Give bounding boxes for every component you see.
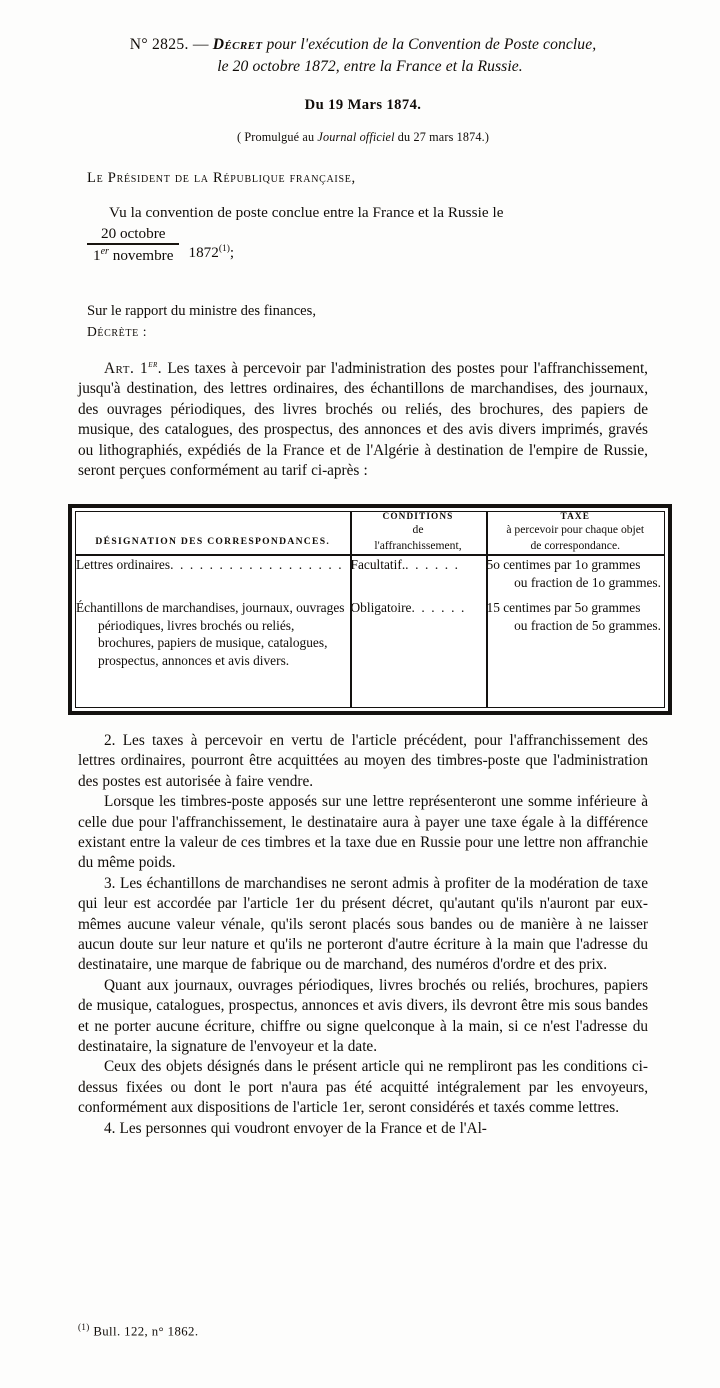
date-fraction-row <box>87 225 648 265</box>
row1-designation: Lettres ordinaires. . . . . . . . . . . . . . . . . . <box>76 557 344 573</box>
promulgation-line <box>78 130 648 145</box>
header-conditions: CONDITIONS de l'affranchissement, <box>350 512 486 556</box>
tariff-table-inner-frame <box>75 511 665 708</box>
promulgation-suffix: du 27 mars 1874.) <box>394 130 490 145</box>
table-row <box>76 555 664 591</box>
spacer-cell-3 <box>486 669 664 707</box>
article-3-paragraph: 3. Les échantillons de marchandises ne seront admis à profiter de la modération de taxe qui leur est accordée par l'article 1er du présent décret, qu'autant qu'ils n'auront par eux-mêmes aucune valeur vénale, qu'ils seront placés sous bandes ou de manière à ne laisser aucun doute sur leur nature et qu'ils ne porteront d'autre écriture à la main que l'adresse du destinataire, une marque de fabrique ou de marchand, des numéros d'ordre et des prix. <box>78 874 648 974</box>
article-1-label: Art. 1er. <box>104 358 163 378</box>
spacer-cell-2 <box>350 669 486 707</box>
footnote-marker: (1) <box>218 243 230 254</box>
journal-officiel-name: Journal officiel <box>317 130 395 145</box>
date-fraction <box>87 225 179 265</box>
preamble-vu-line: Vu la convention de poste conclue entre la France et la Russie le <box>109 204 504 222</box>
table-bottom-spacer <box>76 669 664 707</box>
article-3-paragraph-2: Quant aux journaux, ouvrages périodiques, livres brochés ou reliés, brochures, papiers de musique, catalogues, prospectus, annonces et avis divers, ils devront être mis sous bandes et ne porter aucune écriture, chiffre ou signe quelconque à la main, si ce n'est l'adresse du destinataire, la signature de l'envoyeur et la date. <box>78 976 648 1056</box>
title-line-2: le 20 octobre 1872, entre la France et la Russie. <box>217 58 523 76</box>
title-line-1: pour l'exécution de la Convention de Poste conclue, <box>266 36 597 53</box>
document-content <box>76 34 661 1139</box>
document-title <box>78 34 648 78</box>
page-footnote <box>78 1322 198 1339</box>
president-heading: Le Président de la République française, <box>87 170 356 187</box>
row2-designation: Échantillons de marchandises, journaux, ouvrages périodiques, livres brochés ou reliés, brochures, papiers de musique, catalogues, prospectus, annonces et avis divers. <box>76 600 345 668</box>
rapport-line: Sur le rapport du ministre des finances, <box>87 302 316 319</box>
fraction-numerator: 20 octobre <box>100 224 166 242</box>
tariff-table-body <box>76 555 664 707</box>
tariff-table-header <box>76 512 664 556</box>
row2-condition: Obligatoire. . . . . . <box>350 591 486 669</box>
promulgation-prefix: ( Promulgué au <box>236 130 318 145</box>
fraction-rule <box>87 243 179 245</box>
article-2-paragraph-2: Lorsque les timbres-poste apposés sur une lettre représenteront une somme inférieure à celle due pour l'affranchissement, le destinataire aura à payer une taxe égale à la différence existant entre la valeur de ces timbres et la taxe due en Russie pour une lettre non affranchie du même poids. <box>78 793 648 872</box>
article-3-paragraph-3: Ceux des objets désignés dans le présent article qui ne rempliront pas les conditions ci-dessus fixées ou dont le port n'aura pas été acquitté intégralement par les envoyeurs, conformément aux dispositions de l'article 1er, seront considérés et taxés comme lettres. <box>78 1058 648 1117</box>
header-designation: DÉSIGNATION DES CORRESPONDANCES. <box>76 512 350 556</box>
article-1-text: Les taxes à percevoir par l'administration des postes pour l'affranchissement, jusqu'à destination, des lettres ordinaires, des échantillons de marchandises, des journaux, des ouvrages périodiques, des livres brochés ou reliés, des brochures, des papiers de musique, des catalogues, des prospectus, des annonces et des avis divers imprimés, gravés ou lithographiés, expédiés de la France et de l'Algérie à destination de l'empire de Russie, seront perçues conformément au tarif ci-après : <box>78 360 648 480</box>
footnote-mark: (1) <box>78 1322 90 1332</box>
header-taxe: TAXE à percevoir pour chaque objet de correspondance. <box>486 512 664 556</box>
tariff-header-row <box>76 512 664 556</box>
decree-number: N° 2825. — <box>129 36 209 53</box>
row1-condition: Facultatif.. . . . . . <box>350 555 486 591</box>
table-row <box>76 591 664 669</box>
tariff-table-frame <box>68 504 672 715</box>
row2-taxe: 15 centimes par 5o grammes ou fraction de 5o grammes. <box>486 591 664 669</box>
article-1-paragraph <box>78 358 648 482</box>
article-2-paragraph: 2. Les taxes à percevoir en vertu de l'article précédent, pour l'affranchissement des lettres ordinaires, pourront être acquittées au moyen des timbres-poste que l'administration des postes est autorisée à faire vendre. <box>78 731 648 790</box>
preamble-vu-block <box>78 203 648 265</box>
fraction-year: 1872$^{(1)}$; <box>188 243 235 261</box>
tariff-table <box>76 512 664 707</box>
spacer-cell-1 <box>76 669 350 707</box>
footnote-text: Bull. 122, n° 1862. <box>93 1324 199 1339</box>
fraction-denominator: 1er novembre <box>93 246 174 265</box>
decrete-line: Décrète : <box>87 323 148 339</box>
decree-word: Décret <box>212 36 263 53</box>
article-4-paragraph: 4. Les personnes qui voudront envoyer de la France et de l'Al- <box>104 1119 487 1137</box>
decree-date: Du 19 Mars 1874. <box>304 97 422 114</box>
row1-taxe: 5o centimes par 1o grammes ou fraction de 1o grammes. <box>486 555 664 591</box>
